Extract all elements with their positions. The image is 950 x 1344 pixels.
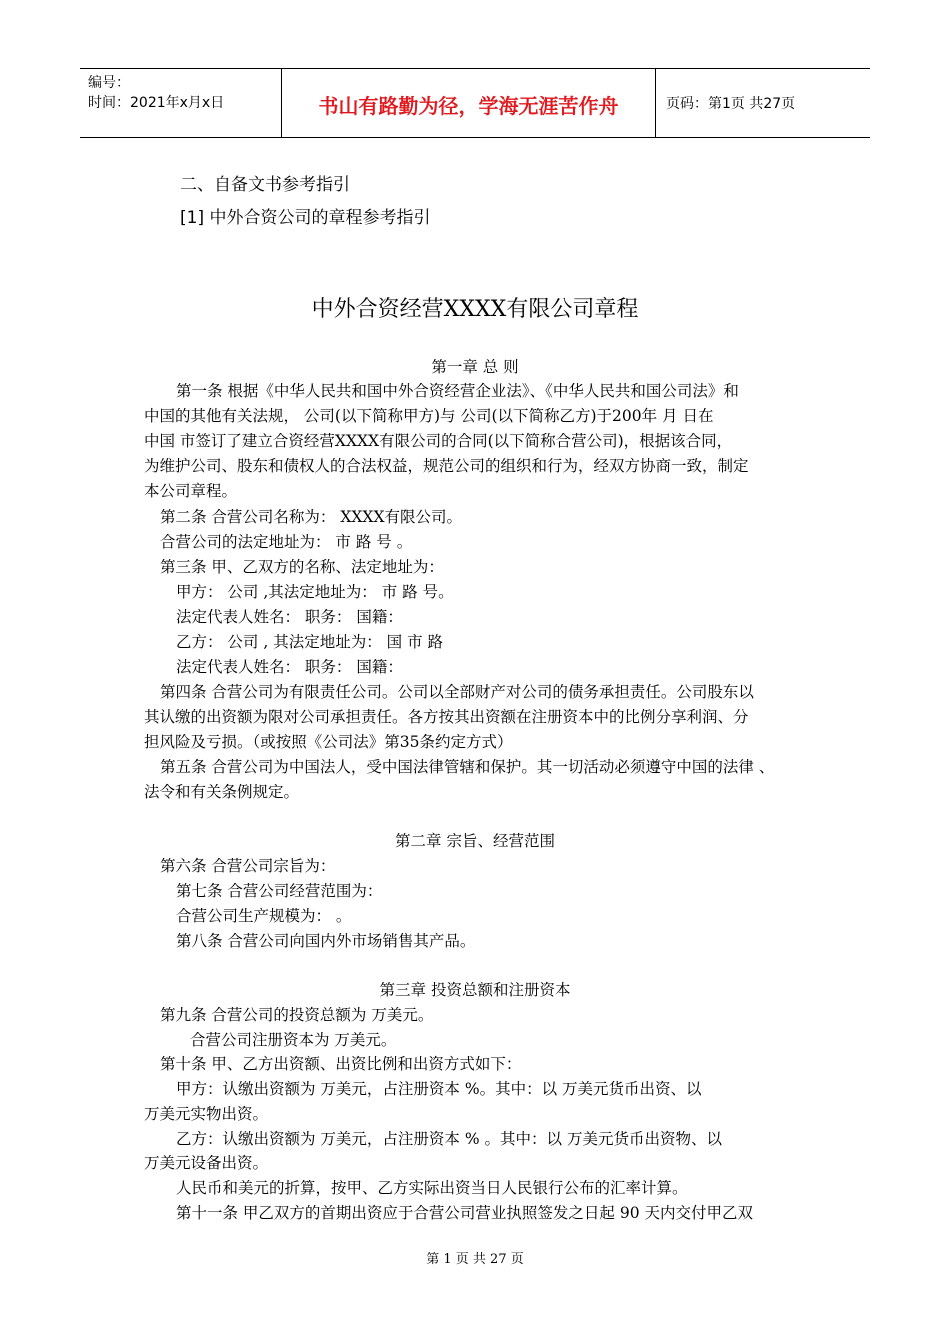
article-line: 第六条 合营公司宗旨为：	[160, 857, 336, 875]
header-left-cell	[80, 69, 282, 137]
motto: 书山有路勤为径，学海无涯苦作舟	[282, 69, 656, 137]
document-title: 中外合资经营XXXX有限公司章程	[311, 297, 639, 322]
article-line: 第七条 合营公司经营范围为：	[176, 882, 383, 900]
time-label: 时间：2021年x月x日	[88, 95, 225, 111]
article-line: 第二条 合营公司名称为： XXXX有限公司。	[160, 508, 462, 526]
article-line: 万美元实物出资。	[144, 1105, 269, 1123]
number-label: 编号：	[88, 75, 130, 91]
article-line: 中国的其他有关法规， 公司(以下简称甲方)与 公司(以下简称乙方)于200年 月 日在	[144, 407, 714, 425]
article-line: 第九条 合营公司的投资总额为 万美元。	[160, 1006, 434, 1024]
article-line: 法令和有关条例规定。	[144, 783, 300, 801]
chapter-heading: 第二章 宗旨、经营范围	[395, 832, 555, 850]
article-line: 第十一条 甲乙双方的首期出资应于合营公司营业执照签发之日起 90 天内交付甲乙双	[176, 1204, 754, 1222]
article-line: 其认缴的出资额为限对公司承担责任。各方按其出资额在注册资本中的比例分享利润、分	[144, 708, 749, 726]
article-line: 万美元设备出资。	[144, 1154, 269, 1172]
chapter-heading: 第一章 总 则	[431, 358, 519, 376]
article-line: 第三条 甲、乙双方的名称、法定地址为：	[160, 558, 444, 576]
article-line: 甲方：认缴出资额为 万美元，占注册资本 %。其中：以 万美元货币出资、以	[176, 1080, 702, 1098]
article-line: 法定代表人姓名： 职务： 国籍：	[176, 658, 403, 676]
chapter-heading: 第三章 投资总额和注册资本	[379, 981, 571, 999]
article-line: 第四条 合营公司为有限责任公司。公司以全部财产对公司的债务承担责任。公司股东以	[160, 683, 754, 701]
article-line: 第一条 根据《中华人民共和国中外合资经营企业法》、《中华人民共和国公司法》和	[176, 382, 739, 400]
article-line: 合营公司注册资本为 万美元。	[190, 1031, 397, 1049]
article-line: 中国 市签订了建立合资经营XXXX有限公司的合同(以下简称合营公司)，根据该合同，	[144, 432, 733, 450]
article-line: 合营公司的法定地址为： 市 路 号 。	[160, 533, 413, 551]
article-line: 担风险及亏损。（或按照《公司法》第35条约定方式）	[144, 733, 513, 751]
page-info: 页码：第1页 共27页	[666, 96, 796, 112]
header-table	[80, 68, 870, 138]
article-line: 人民币和美元的折算，按甲、乙方实际出资当日人民银行公布的汇率计算。	[176, 1179, 688, 1197]
article-line: 法定代表人姓名： 职务： 国籍：	[176, 608, 403, 626]
article-line: 为维护公司、股东和债权人的合法权益，规范公司的组织和行为，经双方协商一致，制定	[144, 457, 749, 475]
article-line: 乙方： 公司 , 其法定地址为： 国 市 路	[176, 633, 443, 651]
page-footer: 第 1 页 共 27 页	[426, 1252, 524, 1267]
article-line: 乙方：认缴出资额为 万美元，占注册资本 % 。其中：以 万美元货币出资物、以	[176, 1130, 722, 1148]
article-line: 甲方： 公司 ,其法定地址为： 市 路 号。	[176, 583, 454, 601]
guide-section: 二、自备文书参考指引	[180, 175, 350, 195]
article-line: 合营公司生产规模为： 。	[176, 907, 352, 925]
guide-item: [1] 中外合资公司的章程参考指引	[180, 208, 431, 228]
article-line: 第五条 合营公司为中国法人，受中国法律管辖和保护。其一切活动必须遵守中国的法律 、	[160, 758, 775, 776]
article-line: 本公司章程。	[144, 482, 238, 500]
article-line: 第八条 合营公司向国内外市场销售其产品。	[176, 932, 476, 950]
article-line: 第十条 甲、乙方出资额、出资比例和出资方式如下：	[160, 1055, 522, 1073]
